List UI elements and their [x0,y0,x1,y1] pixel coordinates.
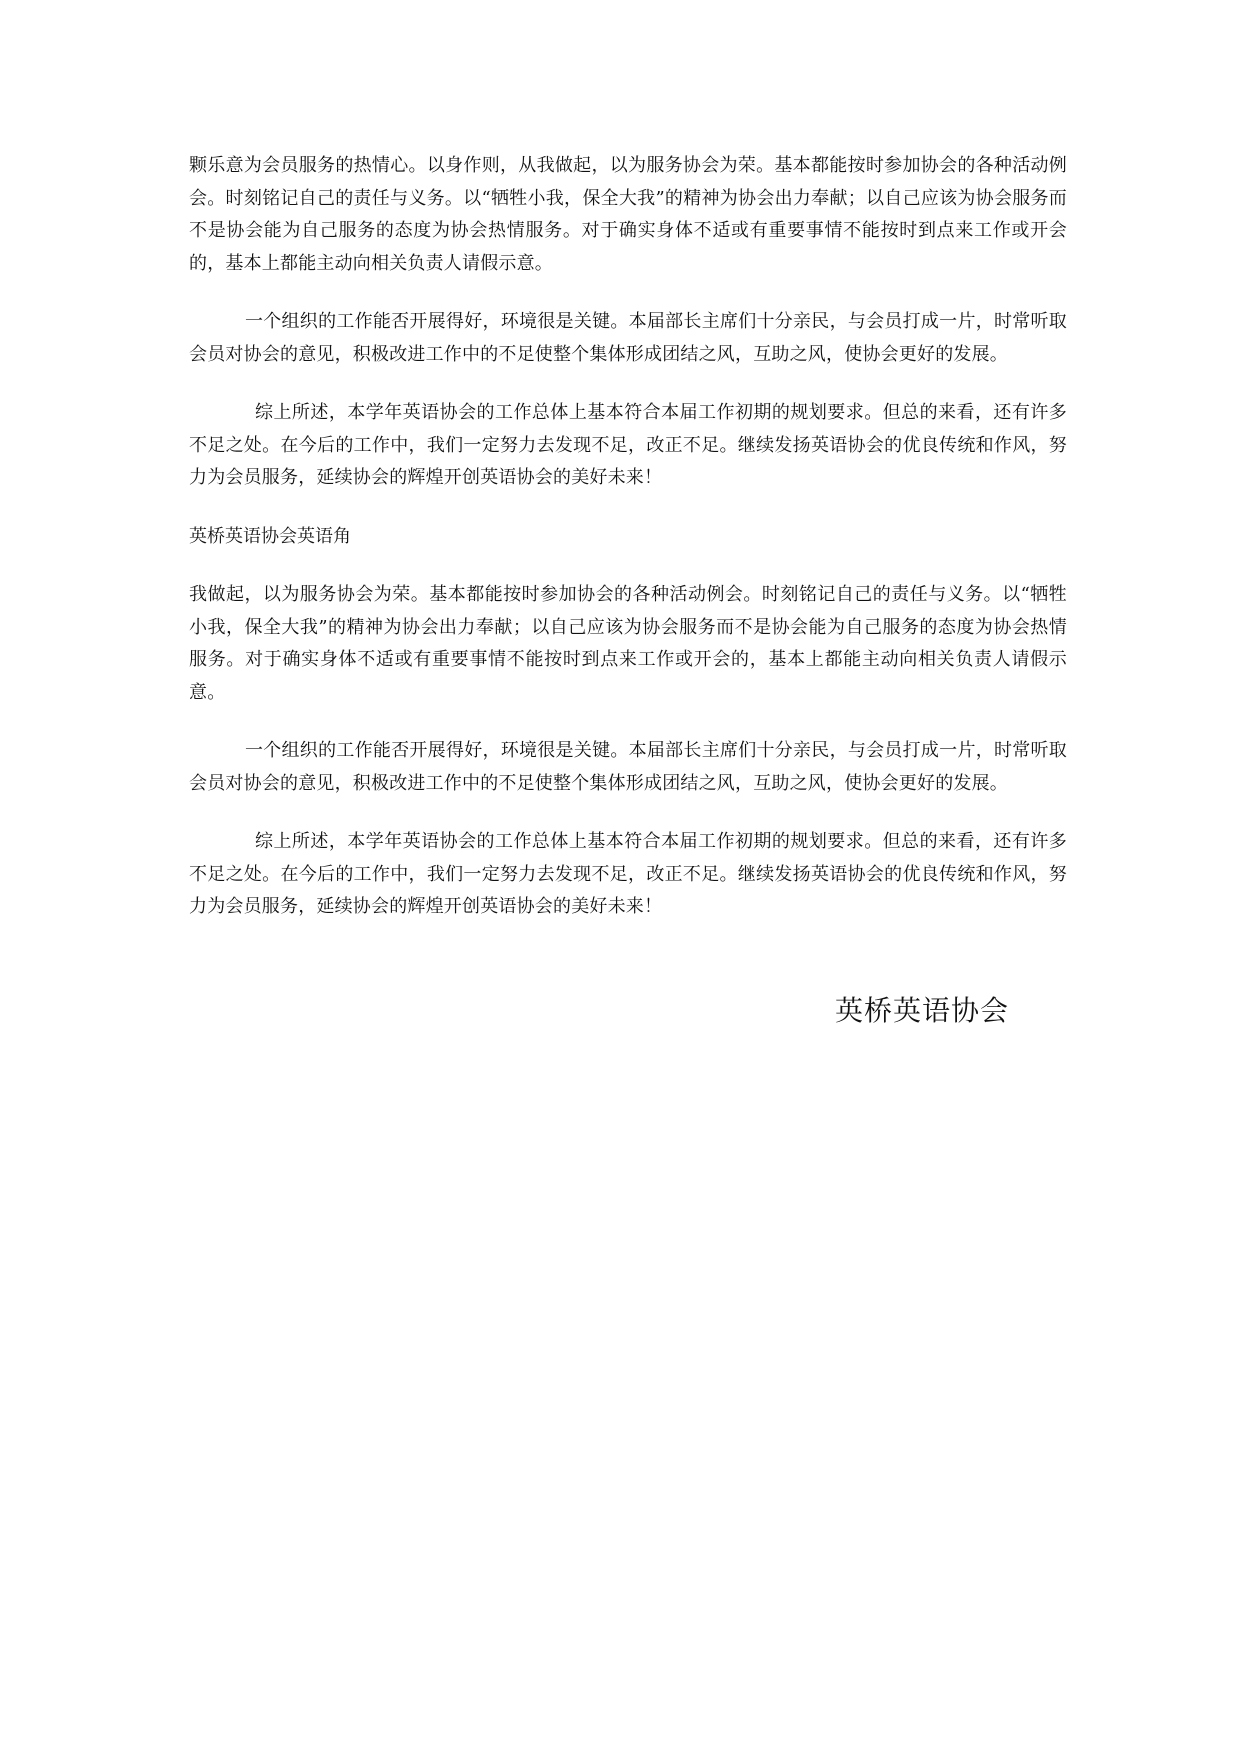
paragraph-summary-repeat: 综上所述，本学年英语协会的工作总体上基本符合本届工作初期的规划要求。但总的来看，还有许多不足之处。在今后的工作中，我们一定努力去发现不足，改正不足。继续发扬英语协会的优良传统和作风，努力为会员服务，延续协会的辉煌开创英语协会的美好未来！ [189,831,1067,917]
paragraph-environment-repeat: 一个组织的工作能否开展得好，环境很是关键。本届部长主席们十分亲民，与会员打成一片，时常听取会员对协会的意见，积极改进工作中的不足使整个集体形成团结之风，互助之风，使协会更好的发展。 [189,740,1067,794]
paragraph-environment: 一个组织的工作能否开展得好，环境很是关键。本届部长主席们十分亲民，与会员打成一片，时常听取会员对协会的意见，积极改进工作中的不足使整个集体形成团结之风，互助之风，使协会更好的发展。 [189,311,1067,365]
paragraph-summary: 综上所述，本学年英语协会的工作总体上基本符合本届工作初期的规划要求。但总的来看，还有许多不足之处。在今后的工作中，我们一定努力去发现不足，改正不足。继续发扬英语协会的优良传统和作风，努力为会员服务，延续协会的辉煌开创英语协会的美好未来！ [189,402,1067,488]
section-title: 英桥英语协会英语角 [189,525,351,547]
paragraph-service-attitude: 颗乐意为会员服务的热情心。以身作则，从我做起，以为服务协会为荣。基本都能按时参加协会的各种活动例会。时刻铭记自己的责任与义务。以“牺牲小我，保全大我”的精神为协会出力奉献；以自己应该为协会服务而不是协会能为自己服务的态度为协会热情服务。对于确实身体不适或有重要事情不能按时到点来工作或开会的，基本上都能主动向相关负责人请假示意。 [189,155,1067,274]
paragraph-service-attitude-repeat: 我做起，以为服务协会为荣。基本都能按时参加协会的各种活动例会。时刻铭记自己的责任与义务。以“牺牲小我，保全大我”的精神为协会出力奉献；以自己应该为协会服务而不是协会能为自己服务的态度为协会热情服务。对于确实身体不适或有重要事情不能按时到点来工作或开会的，基本上都能主动向相关负责人请假示意。 [189,584,1067,703]
document-body [189,150,1067,950]
signature: 英桥英语协会 [835,994,1010,1027]
